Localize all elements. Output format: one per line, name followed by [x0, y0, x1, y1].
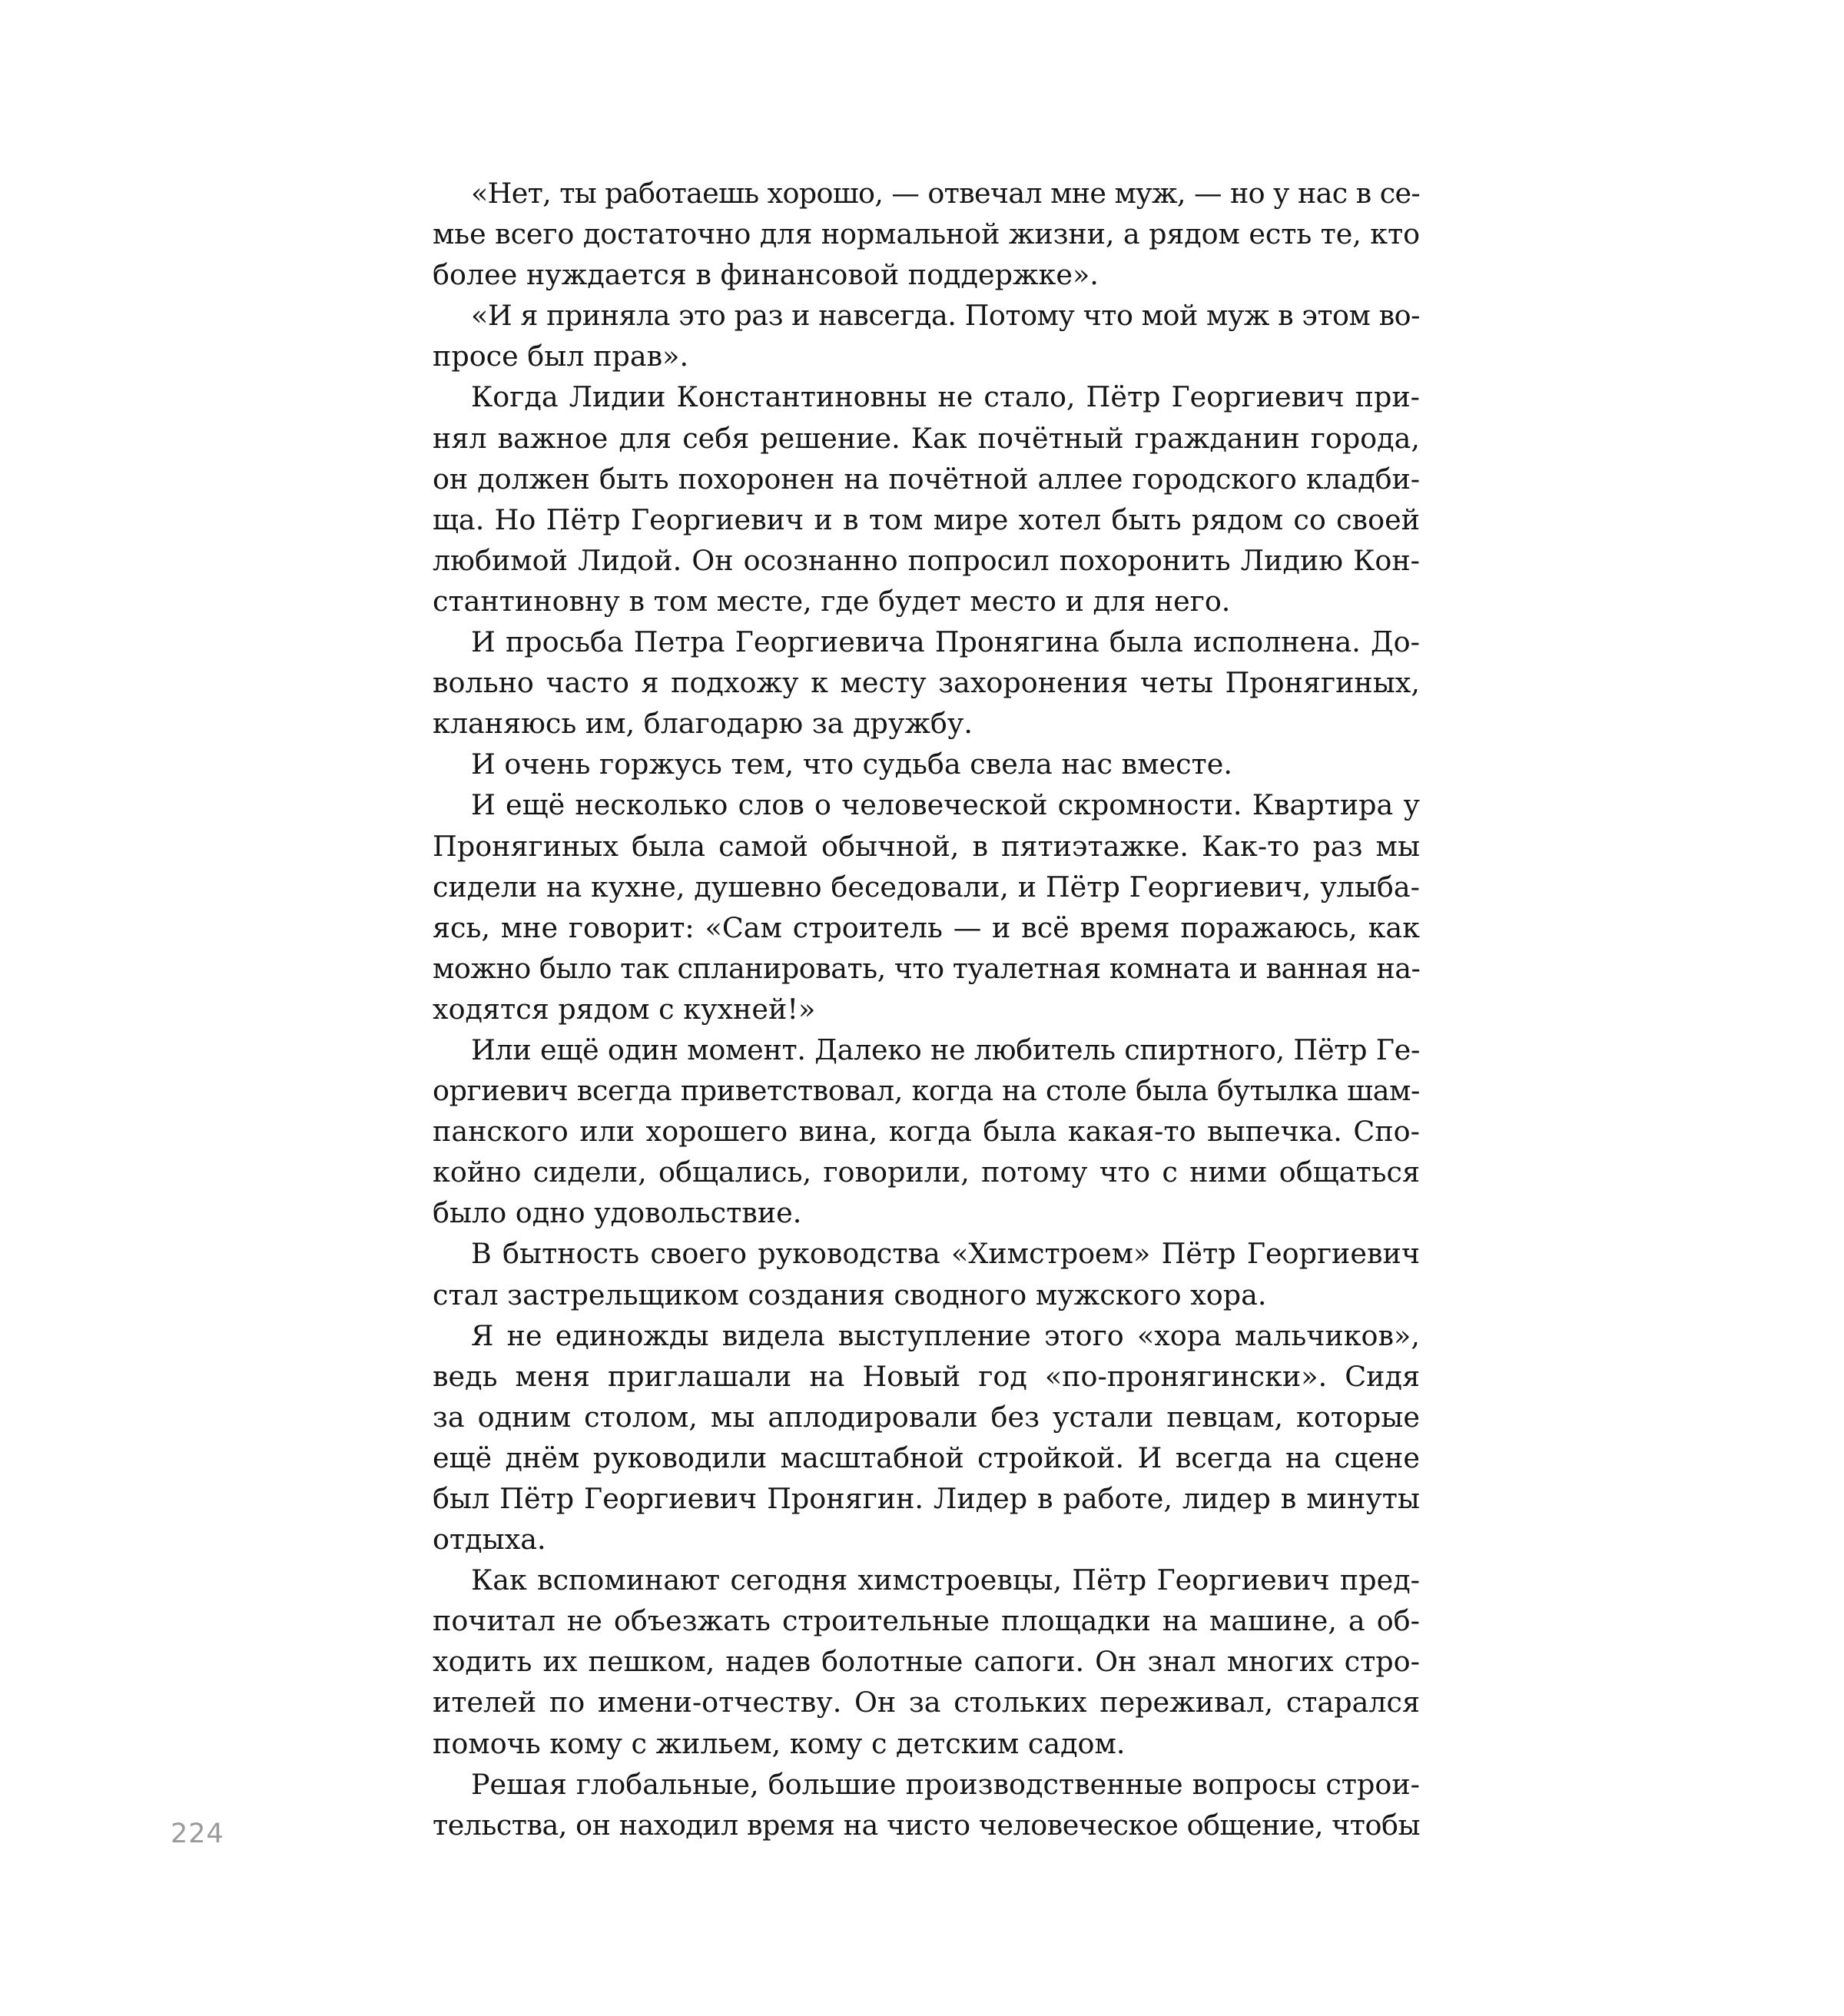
text-line: почитал не объезжать строительные площадки на машине, а об- [433, 1604, 1420, 1638]
text-line: ща. Но Пётр Георгиевич и в том мире хотел быть рядом со своей [433, 502, 1420, 536]
text-line: «Нет, ты работаешь хорошо, — отвечал мне муж, — но у нас в се- [471, 177, 1420, 210]
text-line: просе был прав». [433, 340, 689, 373]
text-line: он должен быть похоронен на почётной аллее городского кладби- [433, 462, 1420, 496]
text-line: Как вспоминают сегодня химстроевцы, Пётр Георгиевич пред- [471, 1563, 1420, 1597]
text-line: за одним столом, мы аплодировали без устали певцам, которые [433, 1400, 1420, 1434]
text-line: И ещё несколько слов о человеческой скромности. Квартира у [471, 788, 1420, 822]
text-line: оргиевич всегда приветствовал, когда на столе была бутылка шам- [433, 1074, 1420, 1108]
text-line: Я не единожды видела выступление этого «хора мальчиков», [471, 1318, 1420, 1352]
text-line: стантиновну в том месте, где будет место и для него. [433, 584, 1231, 618]
text-line: сидели на кухне, душевно беседовали, и Пётр Георгиевич, улыба- [433, 870, 1420, 904]
text-line: было одно удовольствие. [433, 1196, 802, 1230]
text-line: стал застрельщиком создания сводного мужского хора. [433, 1278, 1267, 1311]
text-line: панского или хорошего вина, когда была какая-то выпечка. Спо- [433, 1115, 1420, 1149]
text-line: помочь кому с жильем, кому с детским садом. [433, 1726, 1126, 1760]
text-line: ходить их пешком, надев болотные сапоги. Он знал многих стро- [433, 1645, 1420, 1679]
text-line: В бытность своего руководства «Химстроем» Пётр Георгиевич [471, 1237, 1420, 1271]
text-line: тельства, он находил время на чисто человеческое общение, чтобы [433, 1808, 1420, 1842]
text-line: более нуждается в финансовой поддержке». [433, 258, 1099, 292]
text-line: Решая глобальные, большие производственные вопросы строи- [471, 1767, 1420, 1801]
text-line: Пронягиных была самой обычной, в пятиэтажке. Как-то раз мы [433, 829, 1420, 863]
text-line: мье всего достаточно для нормальной жизни, а рядом есть те, кто [433, 217, 1420, 251]
text-line: Или ещё один момент. Далеко не любитель спиртного, Пётр Ге- [471, 1033, 1420, 1066]
text-line: был Пётр Георгиевич Пронягин. Лидер в работе, лидер в минуты [433, 1482, 1420, 1515]
text-line: «И я приняла это раз и навсегда. Потому что мой муж в этом во- [471, 299, 1420, 333]
text-line: И очень горжусь тем, что судьба свела нас вместе. [471, 748, 1232, 781]
text-line: любимой Лидой. Он осознанно попросил похоронить Лидию Кон- [433, 543, 1420, 577]
text-line: нял важное для себя решение. Как почётный гражданин города, [433, 421, 1420, 455]
text-line: вольно часто я подхожу к месту захоронения четы Пронягиных, [433, 666, 1420, 700]
body-text [433, 173, 1420, 1845]
text-line: ещё днём руководили масштабной стройкой. И всегда на сцене [433, 1441, 1420, 1474]
text-line: ясь, мне говорит: «Сам строитель — и всё время поражаюсь, как [433, 910, 1420, 944]
page-number: 224 [171, 1819, 224, 1849]
text-line: И просьба Петра Георгиевича Пронягина была исполнена. До- [471, 625, 1420, 659]
text-line: можно было так спланировать, что туалетная комната и ванная на- [433, 951, 1420, 985]
text-line: отдыха. [433, 1523, 546, 1557]
text-line: ходятся рядом с кухней!» [433, 992, 816, 1026]
text-line: койно сидели, общались, говорили, потому что с ними общаться [433, 1156, 1420, 1189]
text-line: ителей по имени-отчеству. Он за стольких переживал, старался [433, 1686, 1420, 1719]
text-line: кланяюсь им, благодарю за дружбу. [433, 707, 973, 741]
text-line: Когда Лидии Константиновны не стало, Пётр Георгиевич при- [471, 380, 1420, 414]
text-line: ведь меня приглашали на Новый год «по-пронягински». Сидя [433, 1359, 1420, 1393]
